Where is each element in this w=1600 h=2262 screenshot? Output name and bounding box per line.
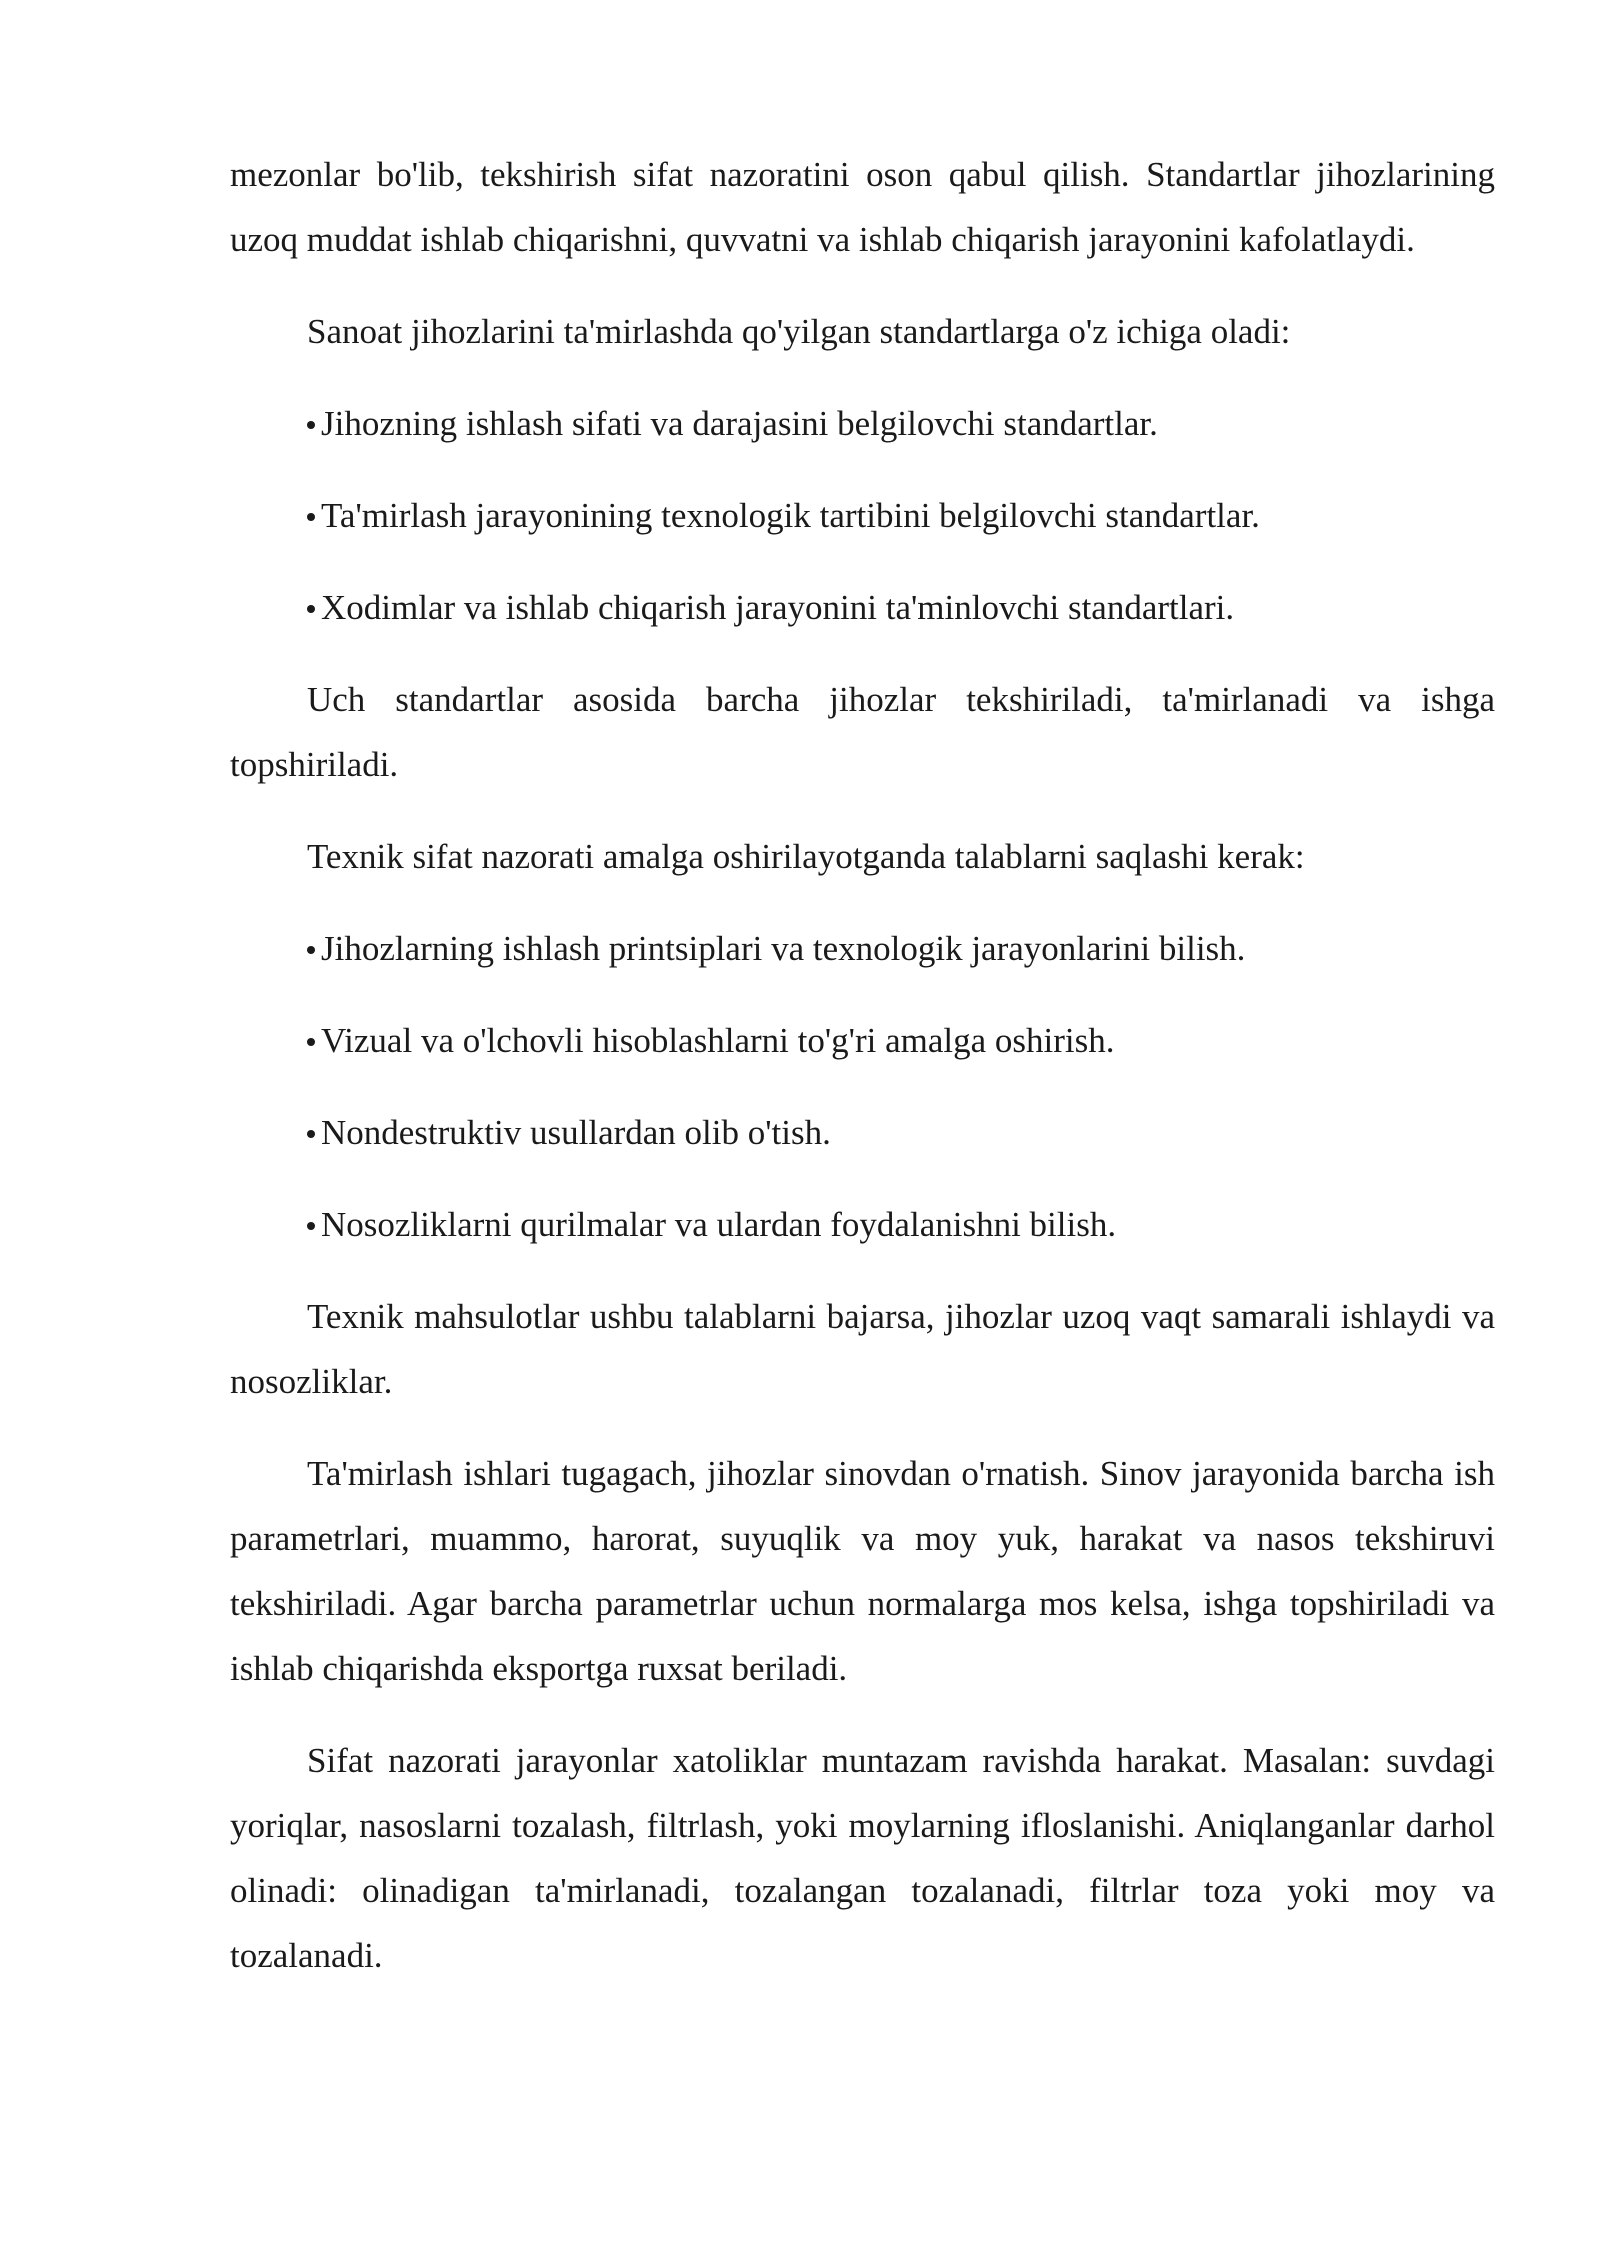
paragraph-testing: Ta'mirlash ishlari tugagach, jihozlar sinovdan o'rnatish. Sinov jarayonida barcha ish parametrlari, muammo, harorat, suyuqlik va moy yuk, harakat va nasos tekshiruvi tekshiriladi. Agar barcha parametrlar uchun normalarga mos kelsa, ishga topshiriladi va ishlab chiqarishda eksportga ruxsat beriladi. [230, 1454, 1495, 1688]
bullet-icon [307, 946, 315, 954]
bullet-icon [307, 1222, 315, 1230]
list-item-text: Nondestruktiv usullardan olib o'tish. [321, 1113, 831, 1152]
bullet-icon [307, 1130, 315, 1138]
list-item [230, 483, 1495, 548]
list-item-text: Ta'mirlash jarayonining texnologik tartibini belgilovchi standartlar. [321, 496, 1260, 535]
list-item [230, 916, 1495, 981]
bullet-icon [307, 513, 315, 521]
paragraph-technical-products: Texnik mahsulotlar ushbu talablarni bajarsa, jihozlar uzoq vaqt samarali ishlaydi va nosozliklar. [230, 1297, 1495, 1401]
paragraph-three-standards: Uch standartlar asosida barcha jihozlar tekshiriladi, ta'mirlanadi va ishga topshiriladi. [230, 680, 1495, 784]
bullet-icon [307, 421, 315, 429]
bullet-icon [307, 605, 315, 613]
list-item [230, 1192, 1495, 1257]
paragraph-quality-errors: Sifat nazorati jarayonlar xatoliklar muntazam ravishda harakat. Masalan: suvdagi yoriqlar, nasoslarni tozalash, filtrlash, yoki moylarning ifloslanishi. Aniqlanganlar darhol olinadi: olinadigan ta'mirlanadi, tozalangan tozalanadi, filtrlar toza yoki moy va tozalanadi. [230, 1741, 1495, 1975]
list-item-text: Vizual va o'lchovli hisoblashlarni to'g'ri amalga oshirish. [321, 1021, 1115, 1060]
list-item-text: Jihozlarning ishlash printsiplari va texnologik jarayonlarini bilish. [321, 929, 1246, 968]
list-item [230, 1100, 1495, 1165]
bullet-icon [307, 1038, 315, 1046]
list-item [230, 391, 1495, 456]
list-item [230, 575, 1495, 640]
document-body [230, 142, 1495, 2015]
list-item-text: Jihozning ishlash sifati va darajasini belgilovchi standartlar. [321, 404, 1158, 443]
list-item-text: Nosozliklarni qurilmalar va ulardan foydalanishni bilish. [321, 1205, 1117, 1244]
paragraph-standards-intro: mezonlar bo'lib, tekshirish sifat nazoratini oson qabul qilish. Standartlar jihozlarining uzoq muddat ishlab chiqarishni, quvvatni va ishlab chiqarish jarayonini kafolatlaydi. [230, 155, 1495, 259]
list-item-text: Xodimlar va ishlab chiqarish jarayonini ta'minlovchi standartlari. [321, 588, 1235, 627]
list-item [230, 1008, 1495, 1073]
paragraph-repair-standards: Sanoat jihozlarini ta'mirlashda qo'yilgan standartlarga o'z ichiga oladi: [307, 312, 1291, 351]
paragraph-quality-control-requirements: Texnik sifat nazorati amalga oshirilayotganda talablarni saqlashi kerak: [307, 837, 1305, 876]
